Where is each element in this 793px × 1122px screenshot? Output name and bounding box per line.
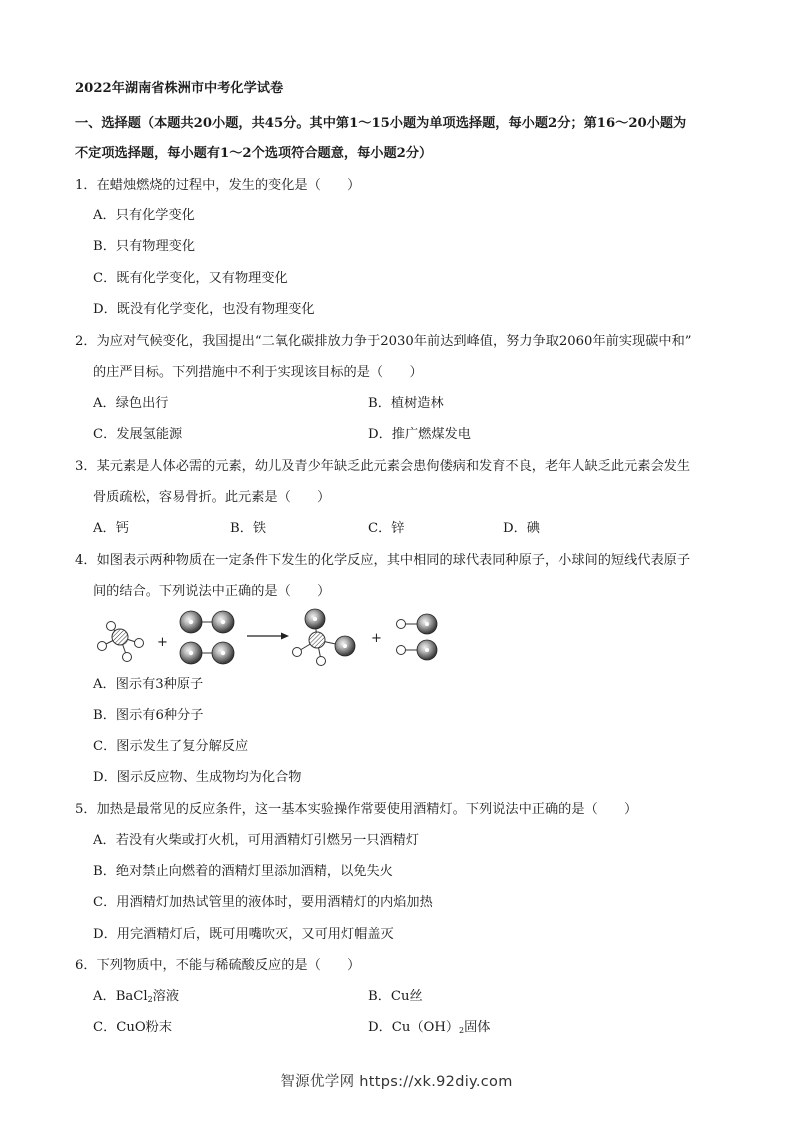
page-title: 2022年湖南省株洲市中考化学试卷 — [75, 81, 284, 96]
q1-option-b: B．只有物理变化 — [93, 239, 196, 254]
product-molecule-3 — [397, 640, 438, 660]
plus-sign-1: + — [157, 635, 168, 650]
q3-option-c: C．锌 — [368, 521, 405, 536]
q2-option-b: B．植树造林 — [368, 396, 444, 411]
q5-option-a: A．若没有火柴或打火机，可用酒精灯引燃另一只酒精灯 — [93, 833, 420, 848]
q4-stem-line1: 4．如图表示两种物质在一定条件下发生的化学反应，其中相同的球代表同种原子，小球间的短线代表原子 — [75, 553, 691, 568]
q2-stem-line2: 的庄严目标。下列措施中不利于实现该目标的是（ ） — [93, 365, 423, 380]
reactant-molecule-2 — [180, 611, 234, 633]
reaction-arrow — [247, 633, 289, 640]
q3-option-d: D．碘 — [503, 521, 540, 536]
q3-option-b: B．铁 — [230, 521, 267, 536]
section-heading-line2: 不定项选择题，每小题有1～2个选项符合题意，每小题2分） — [75, 146, 433, 161]
section-heading-line1: 一、选择题（本题共20小题，共45分。其中第1～15小题为单项选择题，每小题2分；第16～20小题为 — [75, 116, 687, 131]
product-molecule-1 — [293, 609, 356, 666]
q5-option-d: D．用完酒精灯后，既可用嘴吹灭，又可用灯帽盖灭 — [93, 927, 394, 942]
q2-option-a: A．绿色出行 — [93, 396, 169, 411]
q2-option-c: C．发展氢能源 — [93, 427, 183, 442]
q1-option-d: D．既没有化学变化，也没有物理变化 — [93, 302, 315, 317]
q4-option-a: A．图示有3种原子 — [93, 677, 204, 692]
product-molecule-2 — [397, 614, 438, 634]
q2-stem-line1: 2．为应对气候变化，我国提出“二氧化碳排放力争于2030年前达到峰值，努力争取2060年前实现碳中和” — [75, 334, 692, 349]
q2-option-d: D．推广燃煤发电 — [368, 427, 471, 442]
q6-option-a: A．BaCl$_2$溶液 — [93, 989, 180, 1004]
q6-option-d: D．$Cu(OH)_2$固体 — [368, 1020, 491, 1035]
q1-option-a: A．只有化学变化 — [93, 208, 195, 223]
footer-watermark: 智源优学网 https://xk.92diy.com — [280, 1074, 513, 1090]
reaction-diagram — [85, 605, 455, 675]
q4-stem-line2: 间的结合。下列说法中正确的是（ ） — [93, 584, 331, 599]
q5-option-c: C．用酒精灯加热试管里的液体时，要用酒精灯的内焰加热 — [93, 895, 433, 910]
q1-option-c: C．既有化学变化，又有物理变化 — [93, 271, 288, 286]
q5-option-b: B．绝对禁止向燃着的酒精灯里添加酒精，以免失火 — [93, 864, 393, 879]
q4-option-c: C．图示发生了复分解反应 — [93, 739, 249, 754]
q6-option-b: B．Cu丝 — [368, 989, 423, 1004]
q1-stem: 1．在蜡烛燃烧的过程中，发生的变化是（ ） — [75, 178, 361, 193]
q4-option-d: D．图示反应物、生成物均为化合物 — [93, 770, 302, 785]
q3-stem-line2: 骨质疏松，容易骨折。此元素是（ ） — [93, 490, 331, 505]
reactant-molecule-3 — [180, 642, 234, 664]
reactant-molecule-1 — [98, 622, 144, 662]
plus-sign-2: + — [371, 631, 382, 646]
q6-option-c: C．CuO粉末 — [93, 1020, 173, 1035]
q3-option-a: A．钙 — [93, 521, 129, 536]
q3-stem-line1: 3．某元素是人体必需的元素，幼儿及青少年缺乏此元素会患佝偻病和发育不良，老年人缺乏此元素会发生 — [75, 459, 691, 474]
q6-stem: 6．下列物质中，不能与稀硫酸反应的是（ ） — [75, 958, 361, 973]
q5-stem: 5．加热是最常见的反应条件，这一基本实验操作常要使用酒精灯。下列说法中正确的是（ ） — [75, 802, 638, 817]
q4-option-b: B．图示有6种分子 — [93, 708, 204, 723]
